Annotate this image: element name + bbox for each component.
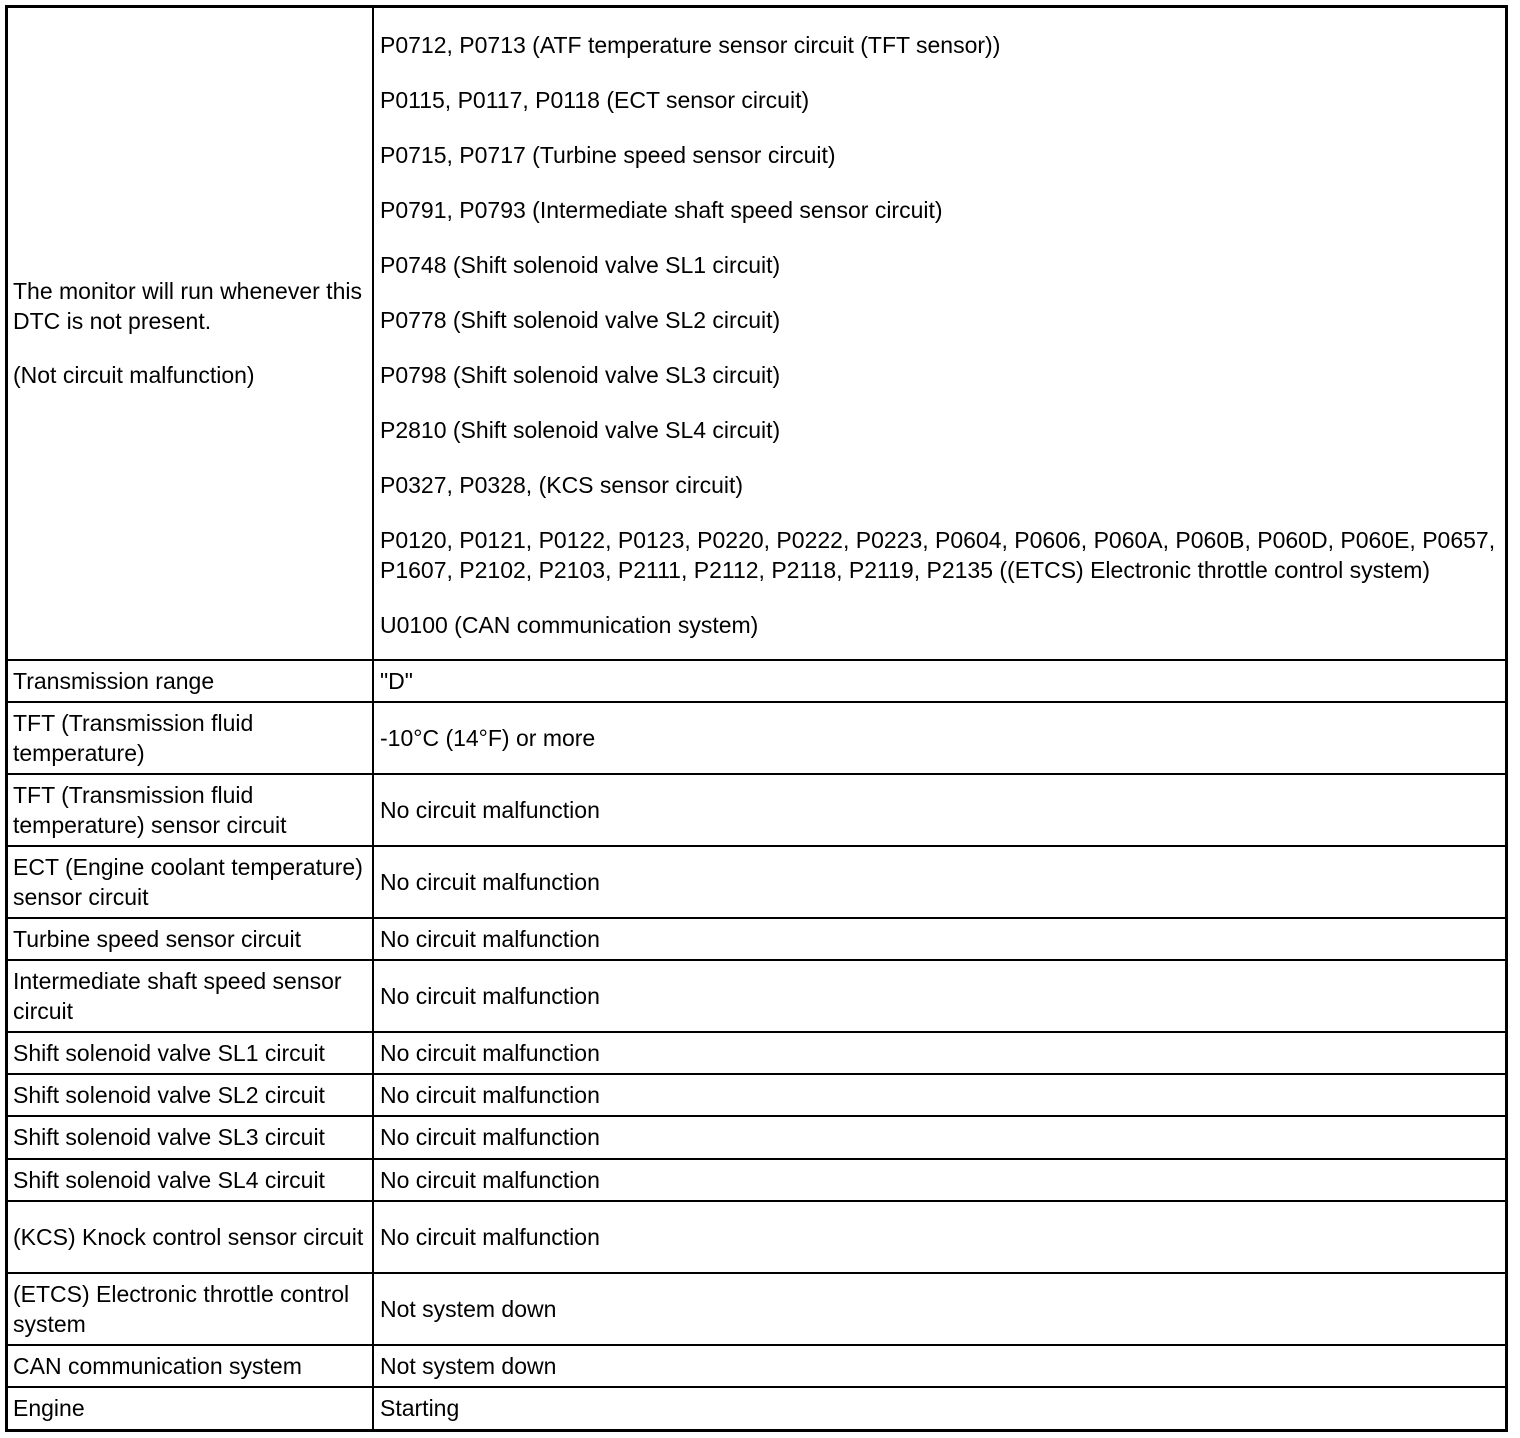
- table-row: [8, 774, 1505, 846]
- item-cell: Engine: [8, 1387, 373, 1429]
- item-cell: CAN communication system: [8, 1345, 373, 1387]
- item-cell: Shift solenoid valve SL1 circuit: [8, 1032, 373, 1074]
- item-cell: Shift solenoid valve SL2 circuit: [8, 1074, 373, 1116]
- dtc-item: P0791, P0793 (Intermediate shaft speed sensor circuit): [380, 197, 943, 224]
- condition-cell: No circuit malfunction: [373, 918, 1505, 960]
- condition-cell: -10°C (14°F) or more: [373, 702, 1505, 774]
- dtc-item: U0100 (CAN communication system): [380, 612, 759, 639]
- condition-cell: No circuit malfunction: [373, 1074, 1505, 1116]
- monitor-conditions-table: [8, 8, 1505, 1429]
- table-row: [8, 918, 1505, 960]
- table-row: [8, 1201, 1505, 1273]
- table-row: [8, 1273, 1505, 1345]
- dtc-item: P0778 (Shift solenoid valve SL2 circuit): [380, 307, 781, 334]
- dtc-item: P0712, P0713 (ATF temperature sensor circuit (TFT sensor)): [380, 32, 1001, 59]
- dtc-list-cell: [373, 8, 1505, 660]
- conditions-table-frame: [5, 5, 1508, 1432]
- table-row: [8, 660, 1505, 702]
- dtc-item: P0115, P0117, P0118 (ECT sensor circuit): [380, 87, 810, 114]
- monitor-condition-text: The monitor will run whenever this DTC is not present.: [13, 278, 362, 335]
- condition-cell: No circuit malfunction: [373, 1032, 1505, 1074]
- table-row: [8, 1074, 1505, 1116]
- item-cell: TFT (Transmission fluid temperature) sensor circuit: [8, 774, 373, 846]
- table-row: [8, 1159, 1505, 1201]
- condition-cell: Not system down: [373, 1345, 1505, 1387]
- item-cell: (ETCS) Electronic throttle control system: [8, 1273, 373, 1345]
- condition-cell: Not system down: [373, 1273, 1505, 1345]
- dtc-item: P2810 (Shift solenoid valve SL4 circuit): [380, 417, 781, 444]
- table-row: [8, 1116, 1505, 1158]
- item-cell: Shift solenoid valve SL4 circuit: [8, 1159, 373, 1201]
- item-cell: Turbine speed sensor circuit: [8, 918, 373, 960]
- condition-cell: No circuit malfunction: [373, 1201, 1505, 1273]
- item-cell: ECT (Engine coolant temperature) sensor circuit: [8, 846, 373, 918]
- item-cell: (KCS) Knock control sensor circuit: [8, 1201, 373, 1273]
- table-row: [8, 1387, 1505, 1429]
- table-row: [8, 702, 1505, 774]
- table-row: [8, 1345, 1505, 1387]
- dtc-item: P0715, P0717 (Turbine speed sensor circuit): [380, 142, 836, 169]
- monitor-condition-note: (Not circuit malfunction): [13, 362, 255, 389]
- condition-cell: No circuit malfunction: [373, 1116, 1505, 1158]
- table-row: [8, 846, 1505, 918]
- condition-cell: No circuit malfunction: [373, 774, 1505, 846]
- condition-cell: No circuit malfunction: [373, 846, 1505, 918]
- condition-cell: No circuit malfunction: [373, 1159, 1505, 1201]
- dtc-item: P0798 (Shift solenoid valve SL3 circuit): [380, 362, 781, 389]
- dtc-item: P0327, P0328, (KCS sensor circuit): [380, 472, 744, 499]
- condition-cell: No circuit malfunction: [373, 960, 1505, 1032]
- dtc-item: P0748 (Shift solenoid valve SL1 circuit): [380, 252, 781, 279]
- condition-cell: Starting: [373, 1387, 1505, 1429]
- item-cell: Intermediate shaft speed sensor circuit: [8, 960, 373, 1032]
- item-cell: Shift solenoid valve SL3 circuit: [8, 1116, 373, 1158]
- condition-cell: "D": [373, 660, 1505, 702]
- table-row: [8, 960, 1505, 1032]
- table-row: [8, 1032, 1505, 1074]
- dtc-item: P0120, P0121, P0122, P0123, P0220, P0222, P0223, P0604, P0606, P060A, P060B, P060D, P060E, P0657, P1607, P2102, P2103, P2111, P2112, P2118, P2119, P2135 ((ETCS) Electronic throttle control system): [380, 527, 1496, 584]
- item-cell: TFT (Transmission fluid temperature): [8, 702, 373, 774]
- table-row-monitor-dtc: [8, 8, 1505, 660]
- item-cell: Transmission range: [8, 660, 373, 702]
- monitor-condition-cell: [8, 8, 373, 660]
